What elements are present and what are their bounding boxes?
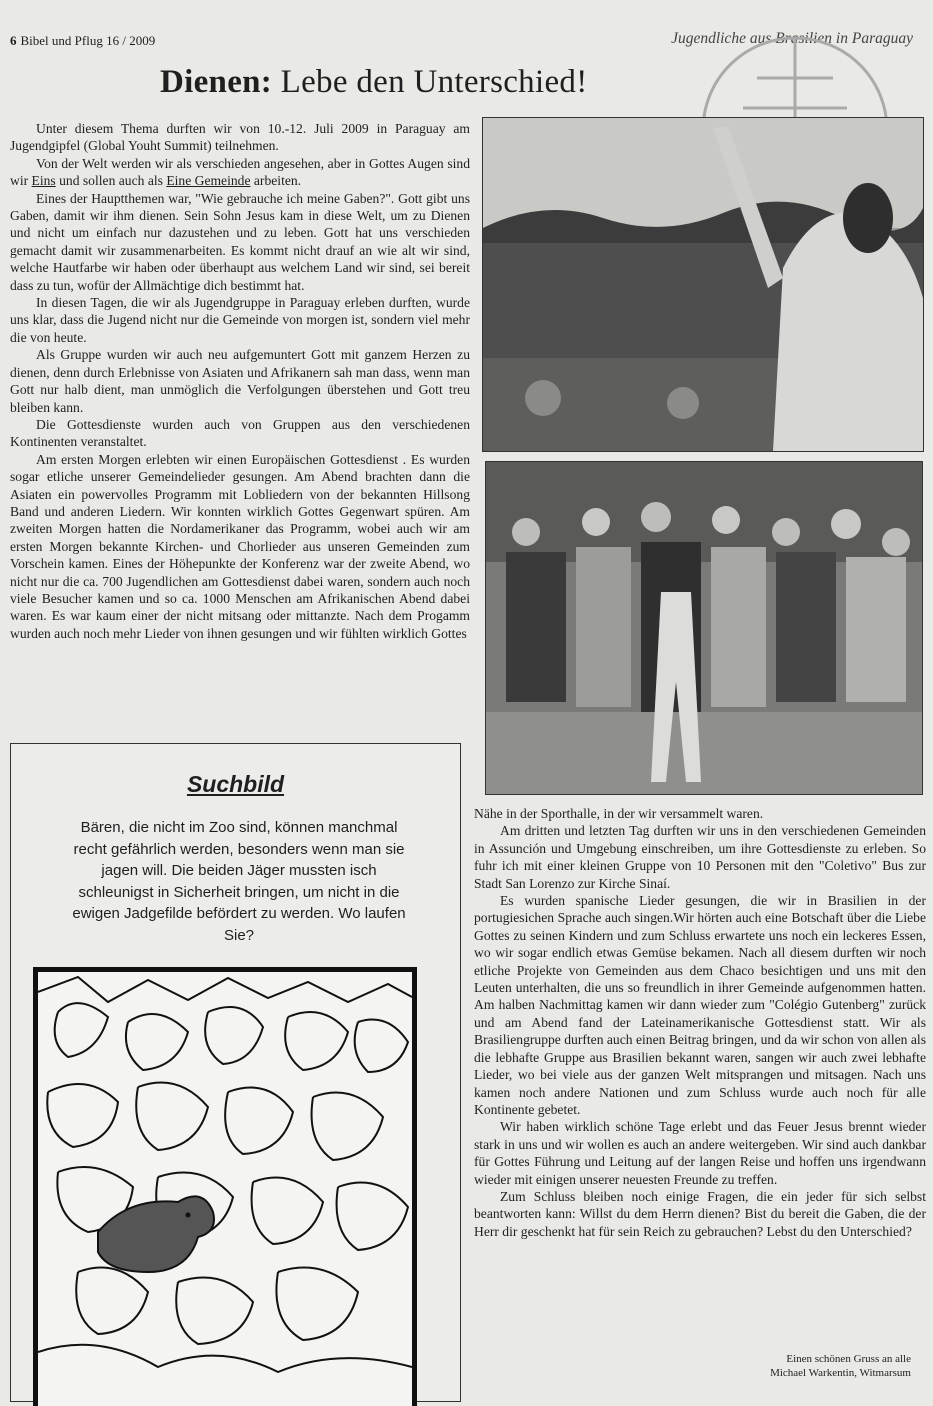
page-number: 6 <box>10 33 17 48</box>
photo-crowd-worship <box>482 117 924 452</box>
paragraph <box>10 155 470 190</box>
underlined-text: Eine Gemeinde <box>166 173 251 189</box>
article-column-right <box>474 805 926 1365</box>
paragraph: Am dritten und letzten Tag durften wir uns in den verschiedenen Gemeinden in Assunción und Umgebung einschreiben, um ihre Gottesdienste zu erleben. So fuhr ich mit einer kleinen Gruppe von 10 Personen mit den "Coletivo" Bus zur Stadt San Lorenzo zur Kirche Sinaí. <box>474 823 926 891</box>
paragraph: Als Gruppe wurden wir auch neu aufgemuntert Gott mit ganzem Herzen zu dienen, denn durch Erlebnisse von Asiaten und Afrikanern sah man dass, wenn man Gott nur halb dient, man unmöglich die Verfolgungen überstehen und Gott treu bleiben kann. <box>10 347 470 415</box>
title-lead: Dienen: <box>160 64 273 100</box>
bear-rocks-drawing <box>33 967 417 1406</box>
puzzle-text: Bären, die nicht im Zoo sind, können manchmal recht gefährlich werden, besonders wenn man sie jagen will. Die beiden Jäger mussten isch schleunigst in Sicherheit bringen, um nicht in die ewigen Jadgefilde befördert zu werden. Wo laufen Sie? <box>72 819 406 944</box>
signoff-author: Michael Warkentin, Witmarsum <box>770 1367 911 1379</box>
paragraph: Am ersten Morgen erlebten wir einen Europäischen Gottesdienst . Es wurden sogar etliche unserer Gemeindelieder gesungen. Am Abend brachten dann die Asiaten ein powervolles Programm mit Lobliedern von der bekannten Hillsong Band und anderen Liedern. Wir konnten wirklich Gottes Gegenwart spüren. Am zweiten Morgen hatten die Nordamerikaner das Programm, wobei auch wir am ersten Morgen bekannte Kirchen- und Chorlieder aus unseren Gemeinden zum Vorschein kamen. Eines der Höhepunkte der Konferenz war der zweite Abend, wo nicht nur die ca. 700 Jugendlichen am Gottesdienst dabei waren, sondern auch noch viele Besucher kamen und so ca. 1000 Menschen am Afrikanischen Abend dabei waren. Es war kaum einer der nicht mitsang oder mittanzte. Nach dem Progamm wurden auch noch mehr Lieder von ihnen gesungen und wir fühlten wirklich Gottes <box>10 451 470 641</box>
paragraph: Nähe in der Sporthalle, in der wir versammelt waren. <box>474 806 764 821</box>
article-column-left <box>10 120 470 730</box>
signoff <box>770 1352 911 1380</box>
text-run: arbeiten. <box>250 173 302 189</box>
photo-youth-group <box>485 461 923 795</box>
puzzle-title: Suchbild <box>186 771 285 797</box>
page-header-left <box>10 33 155 49</box>
signoff-greeting: Einen schönen Gruss an alle <box>786 1353 911 1365</box>
paragraph: Eines der Hauptthemen war, "Wie gebrauche ich meine Gaben?". Gott gibt uns Gaben, damit wir ihm dienen. Sein Sohn Jesus kam in diese Welt, um zu Dienen und nicht um einfach nur dazustehen und zu leben. Gott hat uns verschieden gemacht damit wir zusammenarbeiten. Es kommt nicht drauf an wie alt wir sind, welche Hautfarbe wir haben oder überhaupt aus welchem Land wir sind, sei bereit dass zu tun, wofür der Allmächtige dich bestimmt hat. <box>10 190 470 293</box>
paragraph: Die Gottesdienste wurden auch von Gruppen aus den verschiedenen Kontinenten veranstaltet. <box>10 416 470 450</box>
paragraph: Unter diesem Thema durften wir von 10.-12. Juli 2009 in Paraguay am Jugendgipfel (Global Youht Summit) teilnehmen. <box>10 121 470 154</box>
article-title <box>160 64 588 101</box>
paragraph: In diesen Tagen, die wir als Jugendgruppe in Paraguay erleben durften, wurde uns klar, dass die Jugend nicht nur die Gemeinde von morgen ist, sondern viel mehr die von heute. <box>10 295 470 345</box>
underlined-text: Eins <box>31 173 56 189</box>
publication-name: Bibel und Pflug 16 / 2009 <box>20 33 156 48</box>
puzzle-box <box>10 743 461 1402</box>
text-run: und sollen auch als <box>55 173 167 189</box>
title-rest: Lebe den Unterschied! <box>280 64 588 100</box>
paragraph: Wir haben wirklich schöne Tage erlebt und das Feuer Jesus brennt wieder stark in uns und wir wollen es auch an andere weitergeben. Wir sind auch dankbar für Gottes Führung und Leitung auf der langen Reise und hoffen uns irgendwann wieder mit einigen unserer neuesten Freunde zu treffen. <box>474 1119 926 1187</box>
section-heading: Jugendliche aus Brasilien in Paraguay <box>671 30 913 47</box>
paragraph: Zum Schluss bleiben noch einige Fragen, die ein jeder für sich selbst beantworten kann: Willst du dem Herrn dienen? Bist du bereit die Gaben, die der Herr dir geschenkt hat für sein Reich zu gebrauchen? Lebst du den Unterschied? <box>474 1188 926 1239</box>
text-run: Von der Welt werden wir als verschieden angesehen, aber in Gottes Augen sind wir <box>10 155 470 189</box>
paragraph: Es wurden spanische Lieder gesungen, die wir in Brasilien in der portugiesichen Sprache auch singen.Wir hörten auch eine Botschaft über die Liebe Gottes zu seinen Kindern und zum Schluss erwartete uns noch ein leckeres Essen, wo wir sogar endlich etwas Gemüse bekamen. Nach all diesem durften wir noch etliche Projekte von Gemeinden aus dem Chaco besichtigen und uns mit den Leuten unterhalten, die uns so freundlich in ihrer Gemeinde aufgenommen hatten. Am halben Nachmittag kamen wir dann wieder zum "Colégio Gutenberg" zurück und am Abend fand der Lateinamerikanische Gottesdienst statt. Wir als Brasiliengruppe durften auch einen Beitrag bringen, und da wir schon von allen als die lebhafte Gruppe aus Brasilien bekannt waren, sangen wir auch zwei lebhafte Lieder, wo bei viele aus der ganzen Welt mitsprangen und mitsagen. Nach uns kamen noch andere Nationen und zum Schluss wurde auch noch für alle Kontinente gebetet. <box>474 893 926 1117</box>
